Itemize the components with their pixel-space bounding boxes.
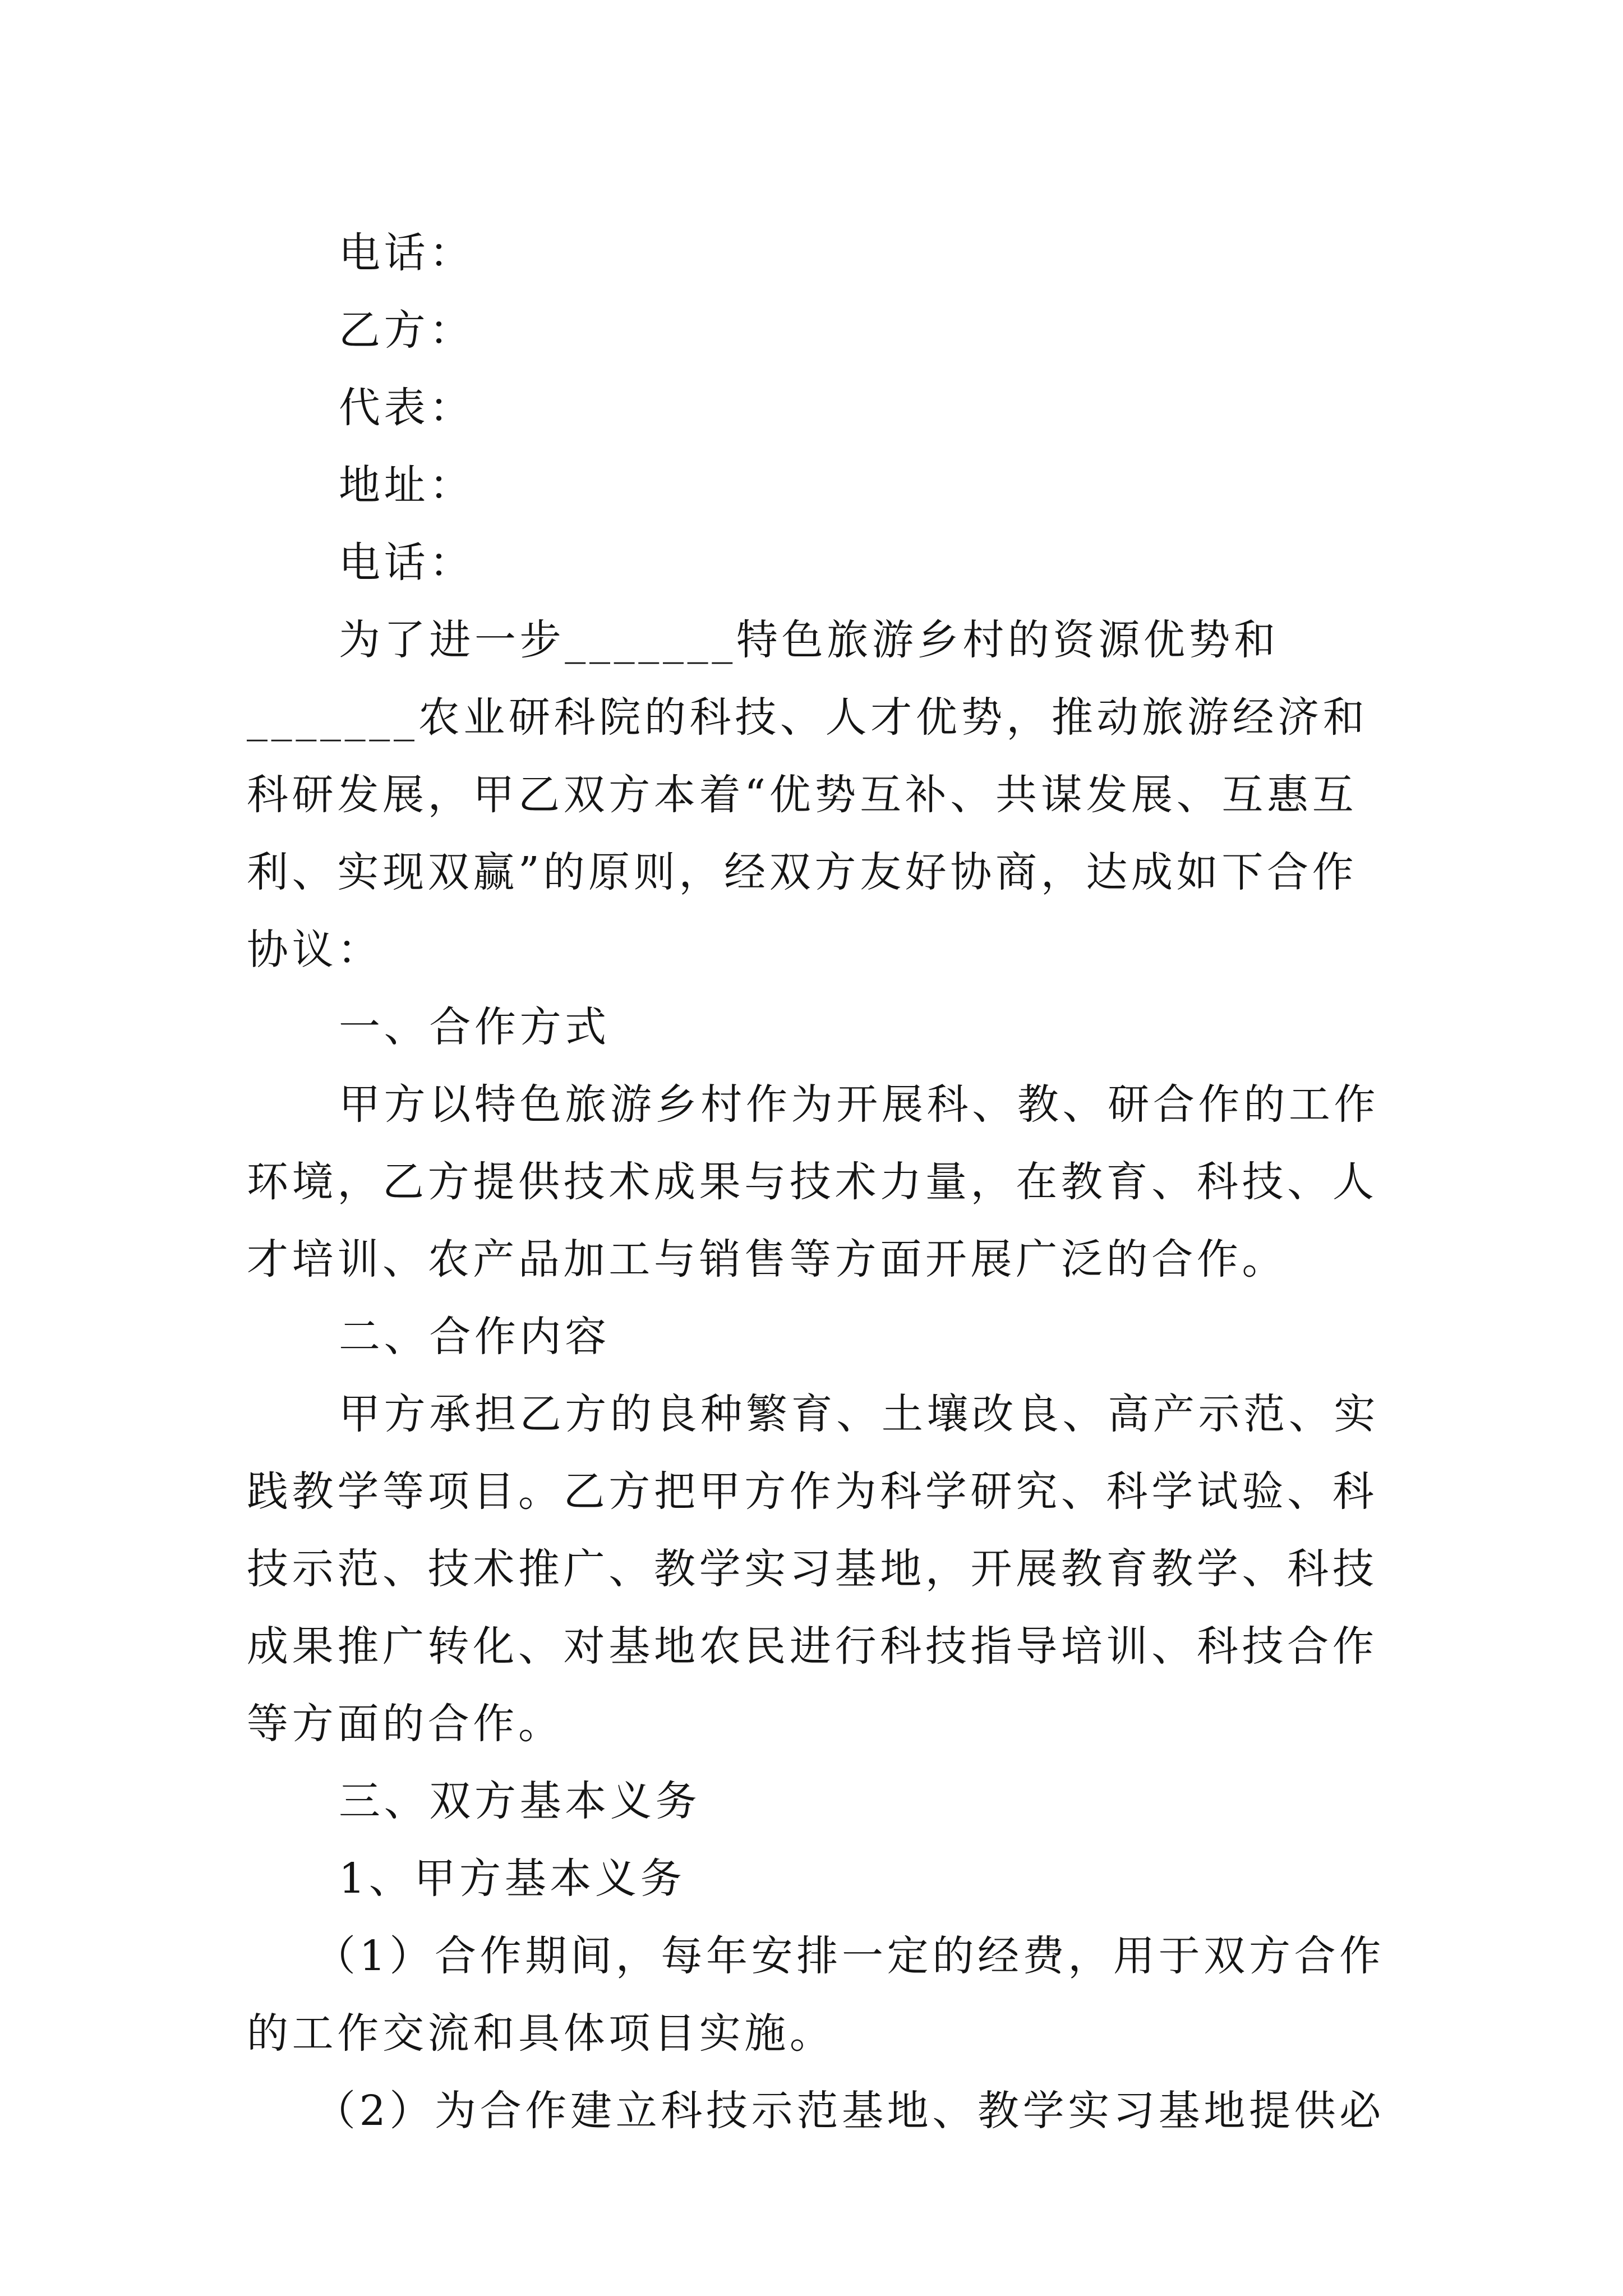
section-3-item-1: （1）合作期间，每年安排一定的经费，用于双方合作的工作交流和具体项目实施。 bbox=[247, 1932, 1385, 2058]
section-2-body: 甲方承担乙方的良种繁育、土壤改良、高产示范、实践教学等项目。乙方把甲方作为科学研究、科学试验、科技示范、技术推广、教学实习基地，开展教育教学、科技成果推广转化、对基地农民进行科技指导培训、科技合作等方面的合作。 bbox=[247, 1390, 1380, 1748]
address-field-label: 地址： bbox=[339, 461, 474, 509]
section-1-heading: 一、合作方式 bbox=[339, 1003, 610, 1051]
section-3-subheading: 1、甲方基本义务 bbox=[339, 1855, 686, 1903]
section-2-heading: 二、合作内容 bbox=[339, 1313, 610, 1361]
phone-field-label-2: 电话： bbox=[339, 539, 474, 587]
intro-paragraph: 为了进一步_______特色旅游乡村的资源优势和_______农业研科院的科技、人才优势，推动旅游经济和科研发展，甲乙双方本着“优势互补、共谋发展、互惠互利、实现双赢”的原则，经双方友好协商，达成如下合作协议： bbox=[247, 616, 1368, 974]
section-3-item-2: （2）为合作建立科技示范基地、教学实习基地提供必 bbox=[314, 2087, 1385, 2135]
party-b-field-label: 乙方： bbox=[339, 306, 474, 355]
document-body bbox=[247, 214, 1385, 2150]
phone-field-label: 电话： bbox=[339, 229, 474, 277]
section-3-heading: 三、双方基本义务 bbox=[339, 1777, 701, 1825]
representative-field-label: 代表： bbox=[339, 384, 474, 432]
section-1-body: 甲方以特色旅游乡村作为开展科、教、研合作的工作环境，乙方提供技术成果与技术力量，在教育、科技、人才培训、农产品加工与销售等方面开展广泛的合作。 bbox=[247, 1080, 1380, 1283]
